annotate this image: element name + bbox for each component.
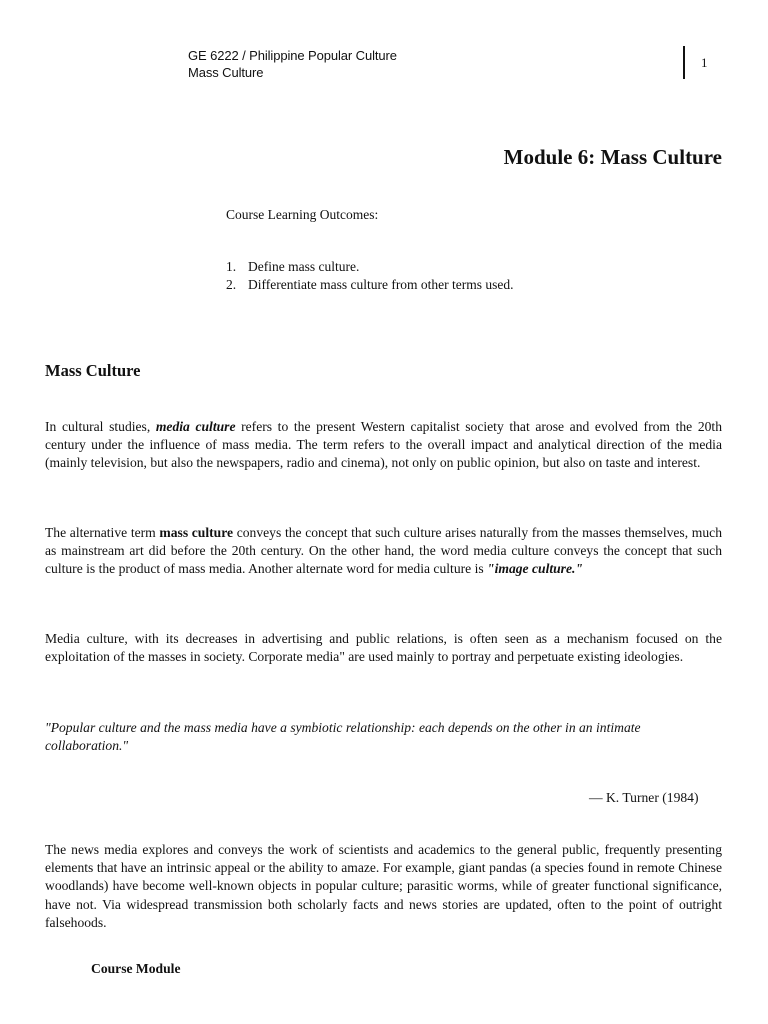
header-divider	[683, 46, 685, 79]
emphasis-term: media culture	[155, 419, 236, 434]
page-number: 1	[701, 55, 708, 70]
outcome-number: 1.	[226, 259, 237, 274]
paragraph-news-media: The news media explores and conveys the work of scientists and academics to the general public, frequently presenting elements that have an intrinsic appeal or the ability to amaze. For example, giant pandas (a species found in remote Chinese woodlands) have become well-known objects in popular culture; parasitic worms, while of greater functional significance, have not. Via widespread transmission both scholarly facts and news stories are updated, often to the point of outright falsehoods.	[45, 842, 722, 930]
outcomes-label: Course Learning Outcomes:	[226, 207, 379, 222]
paragraph-media-culture	[45, 418, 722, 473]
module-title: Module 6: Mass Culture	[503, 145, 722, 169]
emphasis-term: "image culture."	[487, 561, 583, 577]
bold-term: mass culture	[159, 525, 234, 540]
page-header	[188, 47, 397, 81]
paragraph-text: The alternative term	[45, 525, 160, 540]
outcome-text: Define mass culture.	[248, 259, 360, 274]
outcome-item	[226, 258, 514, 276]
outcome-item	[226, 276, 514, 294]
block-quote: "Popular culture and the mass media have a symbiotic relationship: each depends on the other in an intimate collaboration."	[45, 720, 641, 754]
course-module-label: Course Module	[91, 961, 181, 976]
paragraph-text: conveys the concept that such culture arises naturally from the masses themselves, much as mainstream art did before the 20th century. On the other hand, the word media culture conveys the concept that such culture is the product of mass media. Another alternate word for media culture is	[45, 525, 722, 577]
section-heading: Mass Culture	[45, 361, 141, 380]
outcome-text: Differentiate mass culture from other terms used.	[248, 277, 514, 292]
outcome-number: 2.	[226, 277, 237, 292]
paragraph-text: refers to the present Western capitalist society that arose and evolved from the 20th century under the influence of mass media. The term refers to the overall impact and analytical direction of the media (mainly television, but also the newspapers, radio and cinema), not only on public opinion, but also on taste and interest.	[45, 419, 722, 471]
outcomes-list	[226, 258, 514, 294]
paragraph-exploitation: Media culture, with its decreases in advertising and public relations, is often seen as a mechanism focused on the exploitation of the masses in society. Corporate media" are used mainly to portray and perpetuate existing ideologies.	[45, 631, 722, 665]
paragraph-text: In cultural studies,	[45, 419, 156, 434]
quote-attribution: — K. Turner (1984)	[589, 790, 699, 805]
paragraph-mass-culture	[45, 524, 722, 579]
header-subtitle: Mass Culture	[188, 65, 264, 80]
course-code: GE 6222 / Philippine Popular Culture	[188, 48, 397, 63]
